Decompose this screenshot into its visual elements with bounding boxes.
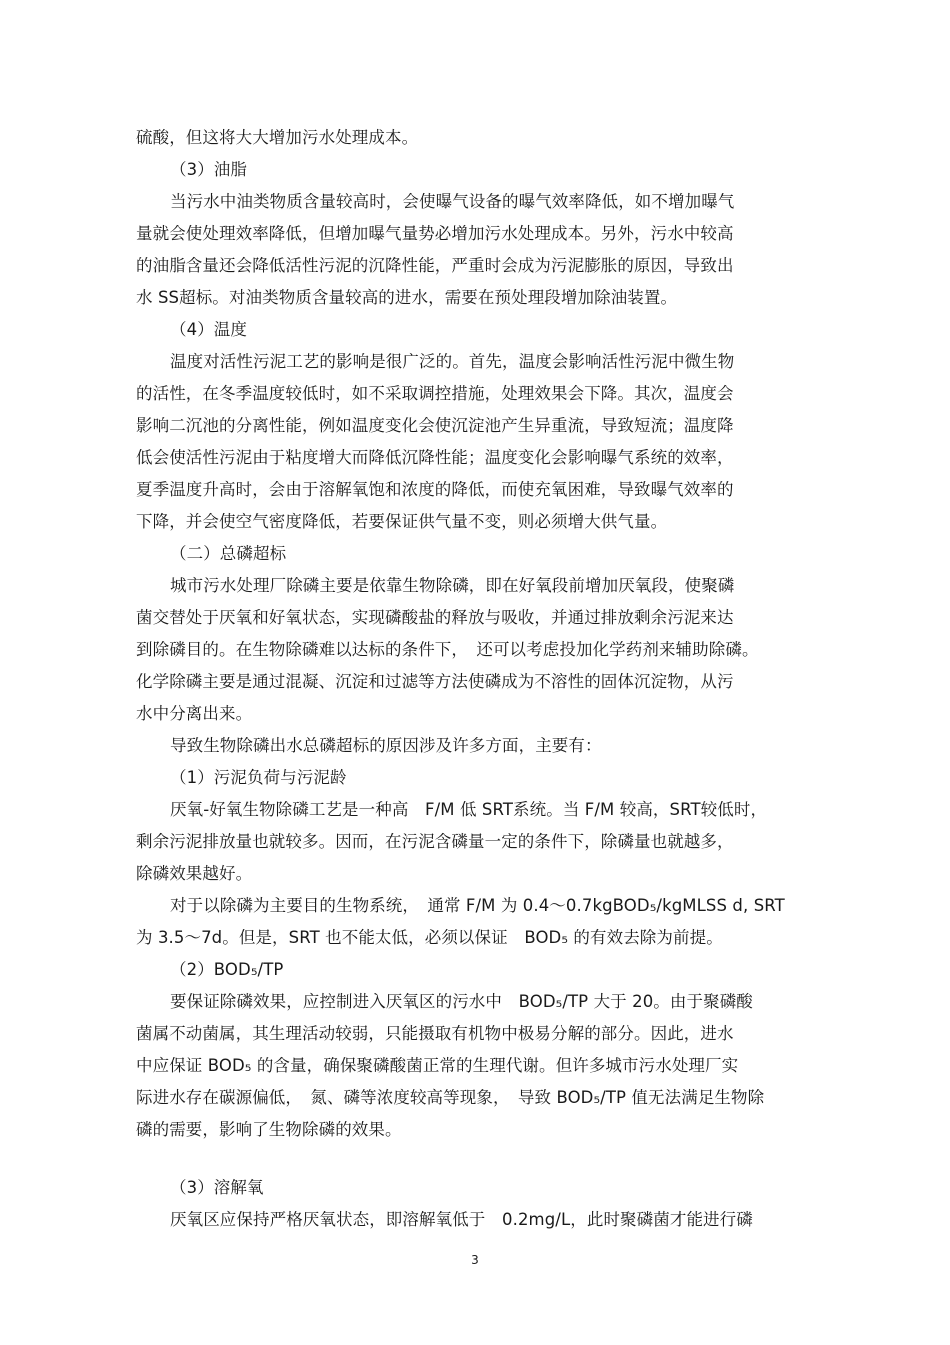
text-line: 下降，并会使空气密度降低，若要保证供气量不变，则必须增大供气量。 bbox=[136, 512, 668, 531]
section-heading: （二）总磷超标 bbox=[170, 544, 287, 563]
text-line: 硫酸，但这将大大增加污水处理成本。 bbox=[136, 128, 419, 147]
text-line: 为 3.5～7d。但是，SRT 也不能太低，必须以保证 BOD₅ 的有效去除为前提。 bbox=[136, 928, 723, 947]
text-line: 的油脂含量还会降低活性污泥的沉降性能，严重时会成为污泥膨胀的原因，导致出 bbox=[136, 256, 734, 275]
text-line: 中应保证 BOD₅ 的含量，确保聚磷酸菌正常的生理代谢。但许多城市污水处理厂实 bbox=[136, 1056, 739, 1075]
text-line: 夏季温度升高时，会由于溶解氧饱和浓度的降低，而使充氧困难，导致曝气效率的 bbox=[136, 480, 734, 499]
section-heading: （1）污泥负荷与污泥龄 bbox=[170, 768, 347, 787]
section-heading: （2）BOD₅/TP bbox=[170, 960, 284, 979]
text-line: 厌氧区应保持严格厌氧状态，即溶解氧低于 0.2mg/L，此时聚磷菌才能进行磷 bbox=[170, 1210, 753, 1229]
text-line: 到除磷目的。在生物除磷难以达标的条件下， 还可以考虑投加化学药剂来辅助除磷。 bbox=[136, 640, 759, 659]
text-line: 除磷效果越好。 bbox=[136, 864, 253, 883]
text-line: 水 SS超标。对油类物质含量较高的进水，需要在预处理段增加除油装置。 bbox=[136, 288, 678, 307]
text-line: 菌交替处于厌氧和好氧状态，实现磷酸盐的释放与吸收，并通过排放剩余污泥来达 bbox=[136, 608, 734, 627]
text-line: 对于以除磷为主要目的生物系统， 通常 F/M 为 0.4～0.7kgBOD₅/kgMLSS d, SRT bbox=[170, 896, 785, 915]
text-line: 菌属不动菌属，其生理活动较弱，只能摄取有机物中极易分解的部分。因此，进水 bbox=[136, 1024, 734, 1043]
text-line: 要保证除磷效果，应控制进入厌氧区的污水中 BOD₅/TP 大于 20。由于聚磷酸 bbox=[170, 992, 753, 1011]
text-line: 导致生物除磷出水总磷超标的原因涉及许多方面，主要有： bbox=[170, 736, 602, 755]
text-line: 际进水存在碳源偏低， 氮、磷等浓度较高等现象， 导致 BOD₅/TP 值无法满足生物除 bbox=[136, 1088, 765, 1107]
text-line: 城市污水处理厂除磷主要是依靠生物除磷，即在好氧段前增加厌氧段，使聚磷 bbox=[170, 576, 735, 595]
text-line: 的活性，在冬季温度较低时，如不采取调控措施，处理效果会下降。其次，温度会 bbox=[136, 384, 734, 403]
section-heading: （3）溶解氧 bbox=[170, 1178, 264, 1197]
text-line: 厌氧-好氧生物除磷工艺是一种高 F/M 低 SRT系统。当 F/M 较高，SRT较低时， bbox=[170, 800, 768, 819]
text-line: 温度对活性污泥工艺的影响是很广泛的。首先，温度会影响活性污泥中微生物 bbox=[170, 352, 735, 371]
text-line: 剩余污泥排放量也就较多。因而，在污泥含磷量一定的条件下，除磷量也就越多， bbox=[136, 832, 734, 851]
text-line: 低会使活性污泥由于粘度增大而降低沉降性能；温度变化会影响曝气系统的效率， bbox=[136, 448, 734, 467]
text-line: 化学除磷主要是通过混凝、沉淀和过滤等方法使磷成为不溶性的固体沉淀物，从污 bbox=[136, 672, 734, 691]
section-heading: （3）油脂 bbox=[170, 160, 247, 179]
text-line: 影响二沉池的分离性能，例如温度变化会使沉淀池产生异重流，导致短流；温度降 bbox=[136, 416, 734, 435]
text-line: 磷的需要，影响了生物除磷的效果。 bbox=[136, 1120, 402, 1139]
section-heading: （4）温度 bbox=[170, 320, 247, 339]
page-number: 3 bbox=[471, 1253, 479, 1267]
text-line: 水中分离出来。 bbox=[136, 704, 253, 723]
text-line: 量就会使处理效率降低，但增加曝气量势必增加污水处理成本。另外，污水中较高 bbox=[136, 224, 734, 243]
text-line: 当污水中油类物质含量较高时，会使曝气设备的曝气效率降低，如不增加曝气 bbox=[170, 192, 735, 211]
